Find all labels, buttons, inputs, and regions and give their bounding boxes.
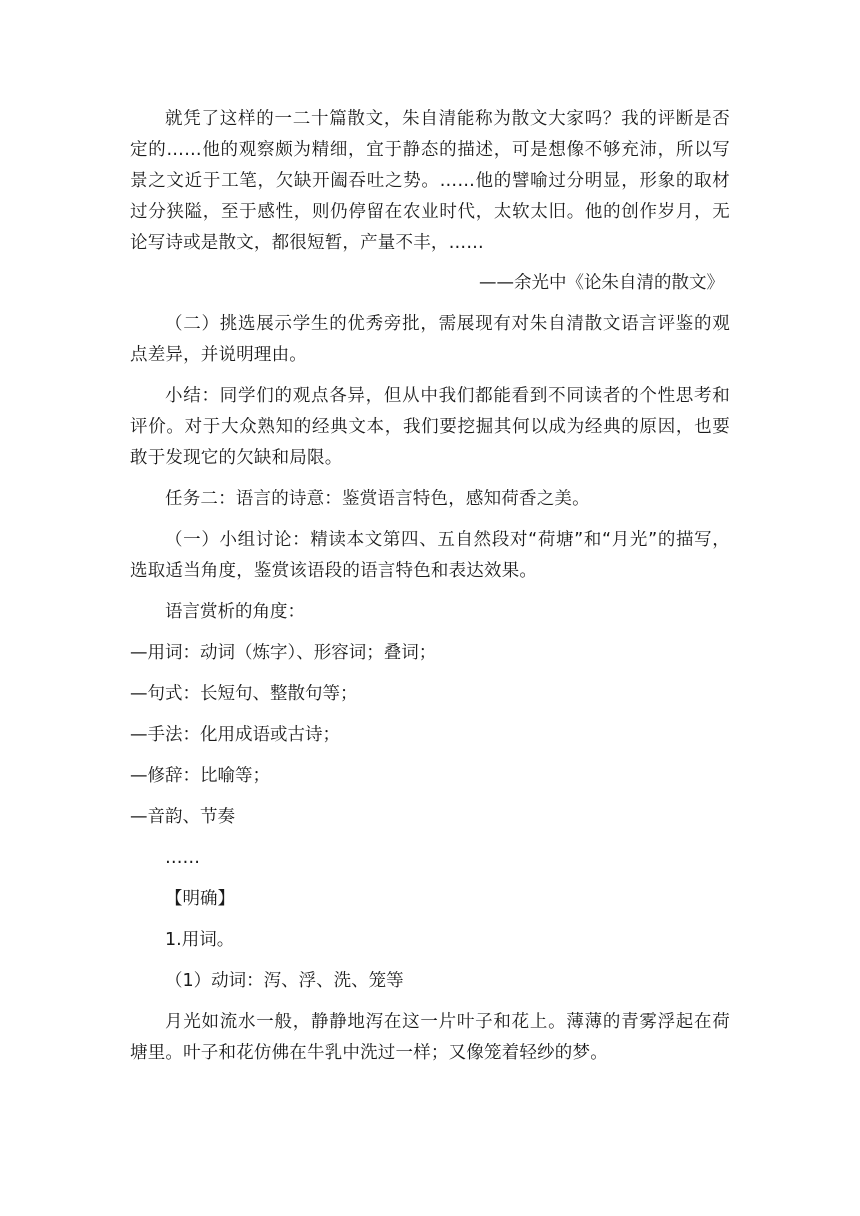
angles-heading: 语言赏析的角度：	[165, 602, 305, 622]
document-content	[130, 104, 730, 1069]
angle-item-rhetoric: —修辞：比喻等；	[130, 766, 270, 786]
summary-paragraph: 小结：同学们的观点各异，但从中我们都能看到不同读者的个性思考和评价。对于大众熟知的经典文本，我们要挖掘其何以成为经典的原因，也要敢于发现它的欠缺和局限。	[130, 386, 730, 468]
angle-item-rhythm: —音韵、节奏	[130, 807, 235, 827]
quote-attribution: ——余光中《论朱自清的散文》	[479, 273, 724, 293]
item-one-subheading: （1）动词：泻、浮、洗、笼等	[165, 971, 404, 991]
quote-paragraph: 就凭了这样的一二十篇散文，朱自清能称为散文大家吗？我的评断是否定的……他的观察颇为精细，宜于静态的描述，可是想像不够充沛，所以写景之文近于工笔，欠缺开阖吞吐之势。……他的譬喻过分明显，形象的取材过分狭隘，至于感性，则仍停留在农业时代，太软太旧。他的创作岁月，无论写诗或是散文，都很短暂，产量不丰，……	[130, 109, 730, 253]
angle-item-wording: —用词：动词（炼字）、形容词；叠词；	[130, 643, 437, 663]
item-one-heading: 1.用词。	[165, 930, 235, 950]
step-two-paragraph: （二）挑选展示学生的优秀旁批，需展现有对朱自清散文语言评鉴的观点差异，并说明理由。	[130, 314, 730, 365]
task-two-heading: 任务二：语言的诗意：鉴赏语言特色，感知荷香之美。	[165, 489, 590, 509]
angles-ellipsis: ……	[165, 848, 200, 868]
angle-item-sentence: —句式：长短句、整散句等；	[130, 684, 358, 704]
step-one-paragraph: （一）小组讨论：精读本文第四、五自然段对“荷塘”和“月光”的描写，选取适当角度，鉴赏该语段的语言特色和表达效果。	[130, 530, 730, 581]
example-paragraph: 月光如流水一般，静静地泻在这一片叶子和花上。薄薄的青雾浮起在荷塘里。叶子和花仿佛在牛乳中洗过一样；又像笼着轻纱的梦。	[130, 1012, 730, 1063]
angle-item-technique: —手法：化用成语或古诗；	[130, 725, 340, 745]
clarify-heading: 【明确】	[165, 889, 235, 909]
